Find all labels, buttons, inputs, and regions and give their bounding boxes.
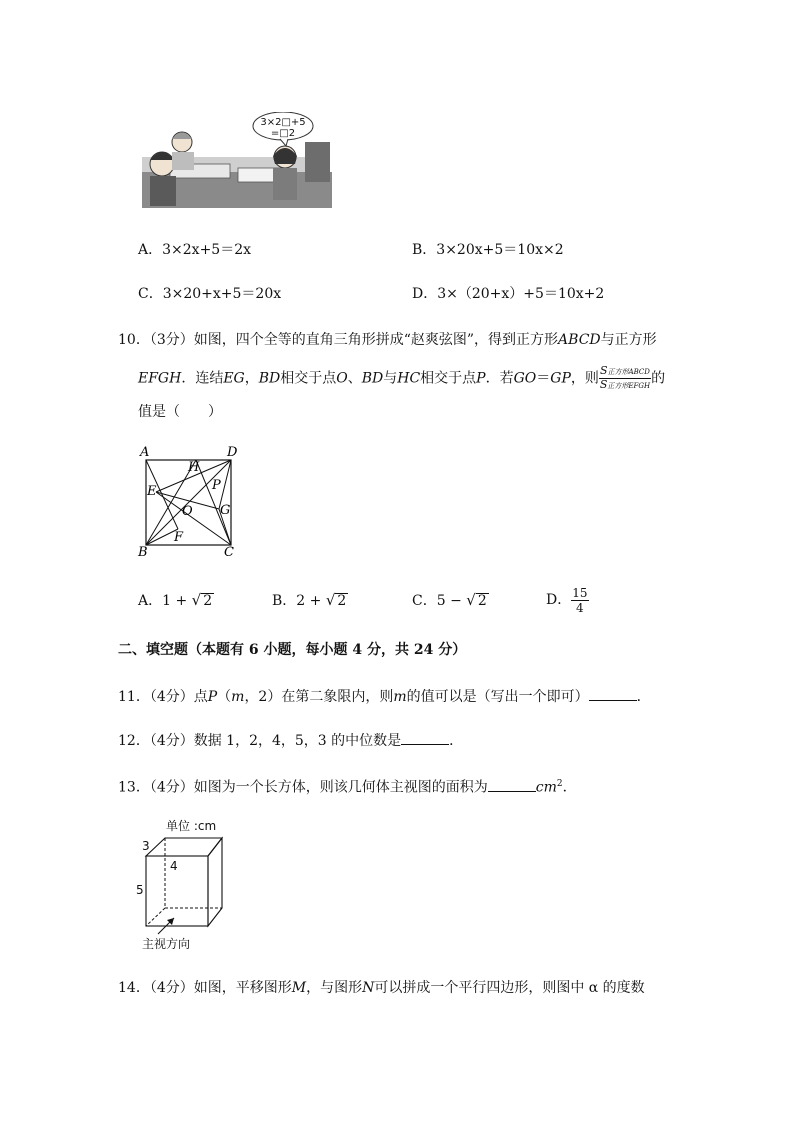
q14-n: N [362, 980, 375, 996]
q10-l2b: ， [244, 370, 259, 387]
q10-go: GO [513, 370, 537, 387]
q12-b: ． [449, 733, 464, 749]
radical-icon: √ [325, 591, 336, 609]
section-2-heading [118, 640, 466, 660]
q10-frac-den-sub: 正方形EFGH [607, 382, 651, 390]
label-d: D [227, 445, 238, 460]
bubble-line-2: =□2 [270, 128, 296, 139]
q9-option-a [138, 240, 251, 260]
q12 [118, 730, 463, 751]
q9-option-b [412, 240, 564, 260]
bubble-line-1: 3×2□+5 [260, 117, 306, 128]
q14-m: M [291, 980, 307, 996]
label-c: C [224, 545, 234, 560]
q10-option-c [412, 590, 489, 611]
q10-option-b [272, 590, 348, 611]
speech-bubble-tail [280, 139, 288, 146]
q10-frac-num-sub: 正方形ABCD [607, 368, 650, 376]
q10-option-c-rad: 2 [477, 593, 487, 609]
q10-hc: HC [397, 370, 421, 387]
q14 [118, 978, 645, 998]
q10-l2d: 、 [347, 370, 362, 387]
q13 [118, 774, 577, 798]
q10-l2g: ．若 [485, 370, 514, 387]
label-e: E [147, 484, 157, 499]
q10-gp: GP [550, 370, 571, 387]
q14-a: 14．（4分）如图，平移图形 [118, 980, 292, 996]
line-d-g [219, 460, 231, 509]
q13-sup: 2 [556, 779, 563, 789]
q10-option-a-label: A． [138, 593, 163, 609]
q10-p: P [476, 370, 486, 387]
q13-a: 13．（4分）如图为一个长方体，则该几何体主视图的面积为 [118, 779, 488, 796]
cuboid-right-face [208, 838, 222, 926]
q10-option-d [546, 582, 589, 618]
q9-option-a-label: A． [138, 242, 163, 258]
q11-d: 的值可以是（写出一个即可） [406, 689, 589, 705]
q10-option-d-fraction [571, 586, 588, 615]
q9-option-d [412, 284, 604, 304]
q9-option-b-text: 3×20x+5＝10x×2 [436, 242, 564, 258]
q10-option-b-rad: 2 [337, 593, 347, 609]
q9-option-c-text: 3×20+x+5＝20x [162, 286, 282, 302]
q10-option-d-num: 15 [572, 585, 588, 600]
q10-option-d-den: 4 [576, 600, 584, 615]
q10-option-a-pre: 1 + [162, 593, 188, 609]
label-a: A [140, 445, 150, 460]
radical-icon: √ [191, 591, 202, 609]
q9-option-d-label: D． [412, 286, 438, 302]
q11-p: P [207, 689, 218, 705]
q10-l2j: 的 [651, 370, 666, 387]
illustration-shelf [305, 142, 330, 182]
q11-e: ． [636, 689, 651, 705]
q10-l2c: 相交于点 [280, 370, 337, 387]
q10-option-b-pre: 2 + [296, 593, 322, 609]
q13-answer-blank[interactable] [488, 777, 536, 792]
classroom-illustration-svg [140, 112, 335, 210]
fig-unit-label: 单位 :cm [166, 819, 217, 833]
kid-left-hair [150, 152, 174, 160]
q11-answer-blank[interactable] [589, 686, 637, 701]
q10-line-1 [118, 330, 657, 350]
q10-line1-prefix: 10．（3分）如图，四个全等的直角三角形拼成“赵爽弦图”，得到正方形 [118, 332, 559, 348]
q10-option-c-pre: 5 − [436, 593, 462, 609]
q13-unit: cm [535, 779, 557, 796]
q10-o: O [336, 370, 348, 387]
q10-option-d-label: D． [546, 592, 572, 608]
q13-figure [132, 814, 242, 952]
q10-efgh: EFGH [138, 370, 182, 387]
q11-m: m [231, 689, 245, 705]
q10-l2h: ＝ [536, 370, 551, 387]
q10-option-c-label: C． [412, 593, 437, 609]
q10-abcd: ABCD [558, 332, 601, 348]
q11 [118, 686, 651, 707]
q9-option-c [138, 284, 281, 304]
q14-b: ，与图形 [306, 980, 363, 996]
kid-left-body [150, 176, 176, 206]
q10-frac-den-s: S [599, 378, 608, 391]
q10-figure [134, 442, 244, 560]
q12-a: 12．（4分）数据 1，2，4，5，3 的中位数是 [118, 733, 402, 749]
q9-option-d-text: 3×（20+x）+5＝10x+2 [437, 286, 605, 302]
kid-right-body [273, 168, 297, 200]
label-h: H [188, 460, 200, 475]
fig-dim-4: 4 [170, 859, 178, 873]
q11-b: （ [217, 689, 232, 705]
q10-line1-mid: 与正方形 [600, 332, 657, 348]
classroom-illustration [140, 112, 335, 210]
fig-dim-5: 5 [136, 883, 144, 897]
q13-b: ． [562, 779, 577, 796]
label-p: P [212, 478, 221, 493]
q13-figure-svg [132, 814, 242, 952]
q10-l2i: ，则 [570, 370, 599, 387]
q10-option-a-rad: 2 [203, 593, 213, 609]
fig-view-direction-label: 主视方向 [142, 937, 191, 951]
q10-figure-svg [134, 442, 244, 560]
label-b: B [138, 545, 148, 560]
q10-line-2 [138, 365, 665, 392]
q11-a: 11．（4分）点 [118, 689, 208, 705]
q10-ratio-fraction [599, 365, 651, 392]
q10-line3: 值是（ ） [138, 404, 222, 420]
q10-line-3 [138, 402, 222, 422]
label-g: G [220, 503, 231, 518]
label-o: O [182, 504, 193, 519]
fig-dim-3: 3 [142, 839, 150, 853]
q12-answer-blank[interactable] [401, 730, 449, 745]
radical-icon: √ [466, 591, 476, 609]
kid-middle-cap [172, 133, 192, 140]
q9-option-a-text: 3×2x+5＝2x [162, 242, 252, 258]
q10-bd: BD [258, 370, 281, 387]
label-f: F [174, 530, 184, 545]
q10-l2e: 与 [383, 370, 398, 387]
q11-c: ，2）在第二象限内，则 [244, 689, 394, 705]
q9-option-c-label: C． [138, 286, 163, 302]
q10-bd2: BD [361, 370, 384, 387]
q10-l2f: 相交于点 [420, 370, 477, 387]
q14-c: 可以拼成一个平行四边形，则图中 α 的度数 [374, 980, 645, 996]
q9-option-b-label: B． [412, 242, 437, 258]
q10-option-a [138, 590, 214, 611]
kid-middle-body [172, 152, 194, 170]
q10-eg: EG [223, 370, 245, 387]
q10-frac-num-s: S [600, 364, 608, 377]
q10-l2a: ．连结 [181, 370, 224, 387]
hidden-edge-depth [146, 908, 165, 926]
q10-frac-num [599, 365, 651, 379]
q10-frac-den [599, 379, 651, 392]
q11-m2: m [393, 689, 407, 705]
section-2-title: 二、填空题（本题有 6 小题，每小题 4 分，共 24 分） [118, 642, 467, 658]
q10-option-b-label: B． [272, 593, 297, 609]
